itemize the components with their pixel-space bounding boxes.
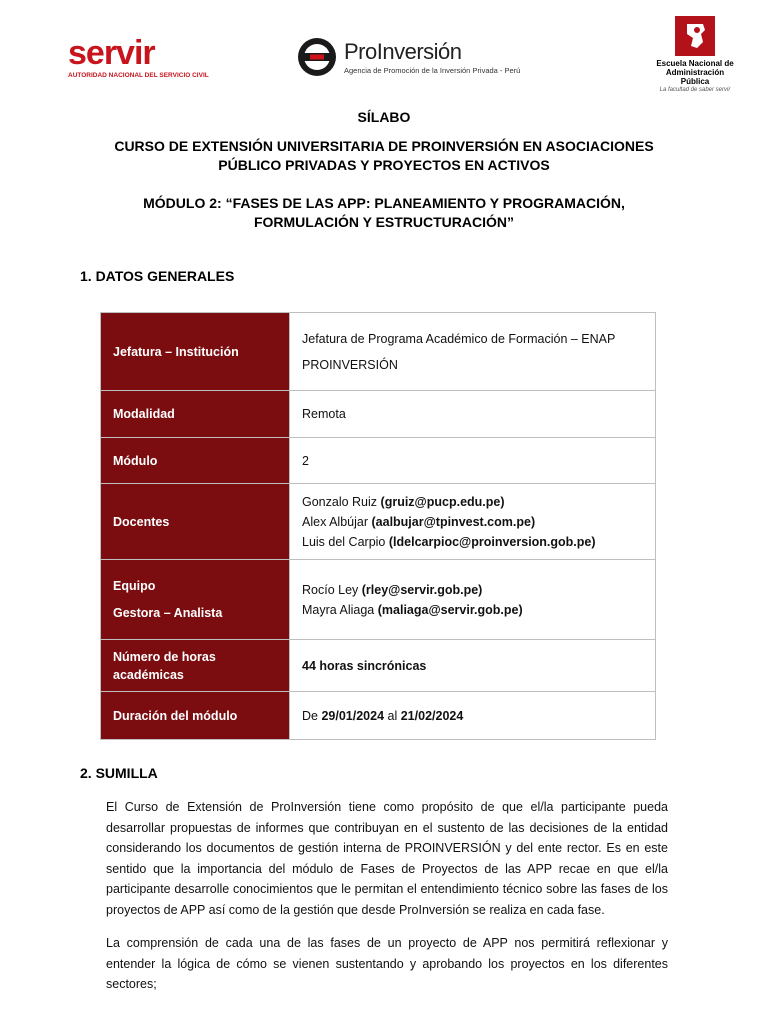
docente-item: Alex Albújar (aalbujar@tpinvest.com.pe) — [302, 514, 536, 529]
enap-name: Escuela Nacional de Administración Pública — [656, 59, 734, 86]
docente-item: Luis del Carpio (ldelcarpioc@proinversion.gob.pe) — [302, 534, 596, 549]
course-title: CURSO DE EXTENSIÓN UNIVERSITARIA DE PROINVERSIÓN EN ASOCIACIONES PÚBLICO PRIVADAS Y PROYECTOS EN ACTIVOS — [114, 138, 654, 173]
sumilla-paragraph-1: El Curso de Extensión de ProInversión tiene como propósito de que el/la participante pueda desarrollar propuestas de informes que contribuyan en el sustento de las decisiones de la entidad considerando los documentos de gestión interna de PROINVERSIÓN y del ente rector. Es en este sentido que la importancia del módulo de Fases de Proyectos de las APP recae en que el/la participante desarrolle conocimientos que le permitan el entendimiento técnico sobre las fases de los proyectos de APP así como de la gestión que desde ProInversión se realiza en cada fase. — [106, 800, 668, 917]
table-row — [101, 313, 656, 391]
docente-email: (gruiz@pucp.edu.pe) — [380, 494, 505, 509]
docente-email: (aalbujar@tpinvest.com.pe) — [371, 514, 536, 529]
enap-emblem-icon — [675, 16, 715, 56]
row-value — [290, 484, 656, 560]
row-value: 44 horas sincrónicas — [290, 640, 656, 692]
equipo-email: (maliaga@servir.gob.pe) — [377, 602, 523, 617]
proinversion-name: ProInversión — [344, 38, 462, 64]
section-heading-sumilla: 2. SUMILLA — [80, 765, 158, 781]
row-value — [290, 560, 656, 640]
row-label: Duración del módulo — [101, 692, 290, 740]
table-row — [101, 484, 656, 560]
table-row — [101, 438, 656, 484]
row-label: Docentes — [101, 484, 290, 560]
section-heading-datos-generales: 1. DATOS GENERALES — [80, 268, 235, 284]
general-data-table — [100, 312, 656, 740]
table-row — [101, 560, 656, 640]
equipo-item: Rocío Ley (rley@servir.gob.pe) — [302, 582, 483, 597]
table-row — [101, 692, 656, 740]
end-date: 21/02/2024 — [400, 708, 464, 723]
row-value: 2 — [290, 438, 656, 484]
enap-tagline: La facultad de saber servir — [659, 87, 731, 93]
sumilla-paragraph-2: La comprensión de cada una de las fases de un proyecto de APP nos permitirá reflexionar y entender la lógica de cómo se vienen sustentando y aprobando los proyectos en los diferentes sectores; — [106, 936, 668, 991]
proinversion-mark-icon — [296, 36, 338, 78]
docente-email: (ldelcarpioc@proinversion.gob.pe) — [388, 534, 596, 549]
servir-subtitle: AUTORIDAD NACIONAL DEL SERVICIO CIVIL — [68, 72, 209, 79]
row-label: Modalidad — [101, 391, 290, 438]
row-label: Equipo Gestora – Analista — [101, 560, 290, 640]
servir-logo — [68, 34, 209, 84]
row-label: Módulo — [101, 438, 290, 484]
equipo-email: (rley@servir.gob.pe) — [361, 582, 483, 597]
enap-logo — [655, 16, 735, 93]
module-title: MÓDULO 2: “FASES DE LAS APP: PLANEAMIENTO Y PROGRAMACIÓN, FORMULACIÓN Y ESTRUCTURACIÓN” — [143, 195, 625, 230]
document-title: SÍLABO — [357, 109, 411, 125]
docente-item: Gonzalo Ruiz (gruiz@pucp.edu.pe) — [302, 494, 505, 509]
equipo-item: Mayra Aliaga (maliaga@servir.gob.pe) — [302, 602, 523, 617]
row-label: Jefatura – Institución — [101, 313, 290, 391]
row-value: Jefatura de Programa Académico de Formación – ENAP PROINVERSIÓN — [290, 313, 656, 391]
table-row — [101, 391, 656, 438]
start-date: 29/01/2024 — [321, 708, 385, 723]
row-value: De 29/01/2024 al 21/02/2024 — [290, 692, 656, 740]
servir-wordmark: servir — [68, 34, 155, 72]
row-value: Remota — [290, 391, 656, 438]
table-row — [101, 640, 656, 692]
row-label: Número de horas académicas — [101, 640, 290, 692]
proinversion-logo — [296, 33, 521, 81]
proinversion-subtitle: Agencia de Promoción de la Inversión Privada - Perú — [344, 65, 521, 75]
